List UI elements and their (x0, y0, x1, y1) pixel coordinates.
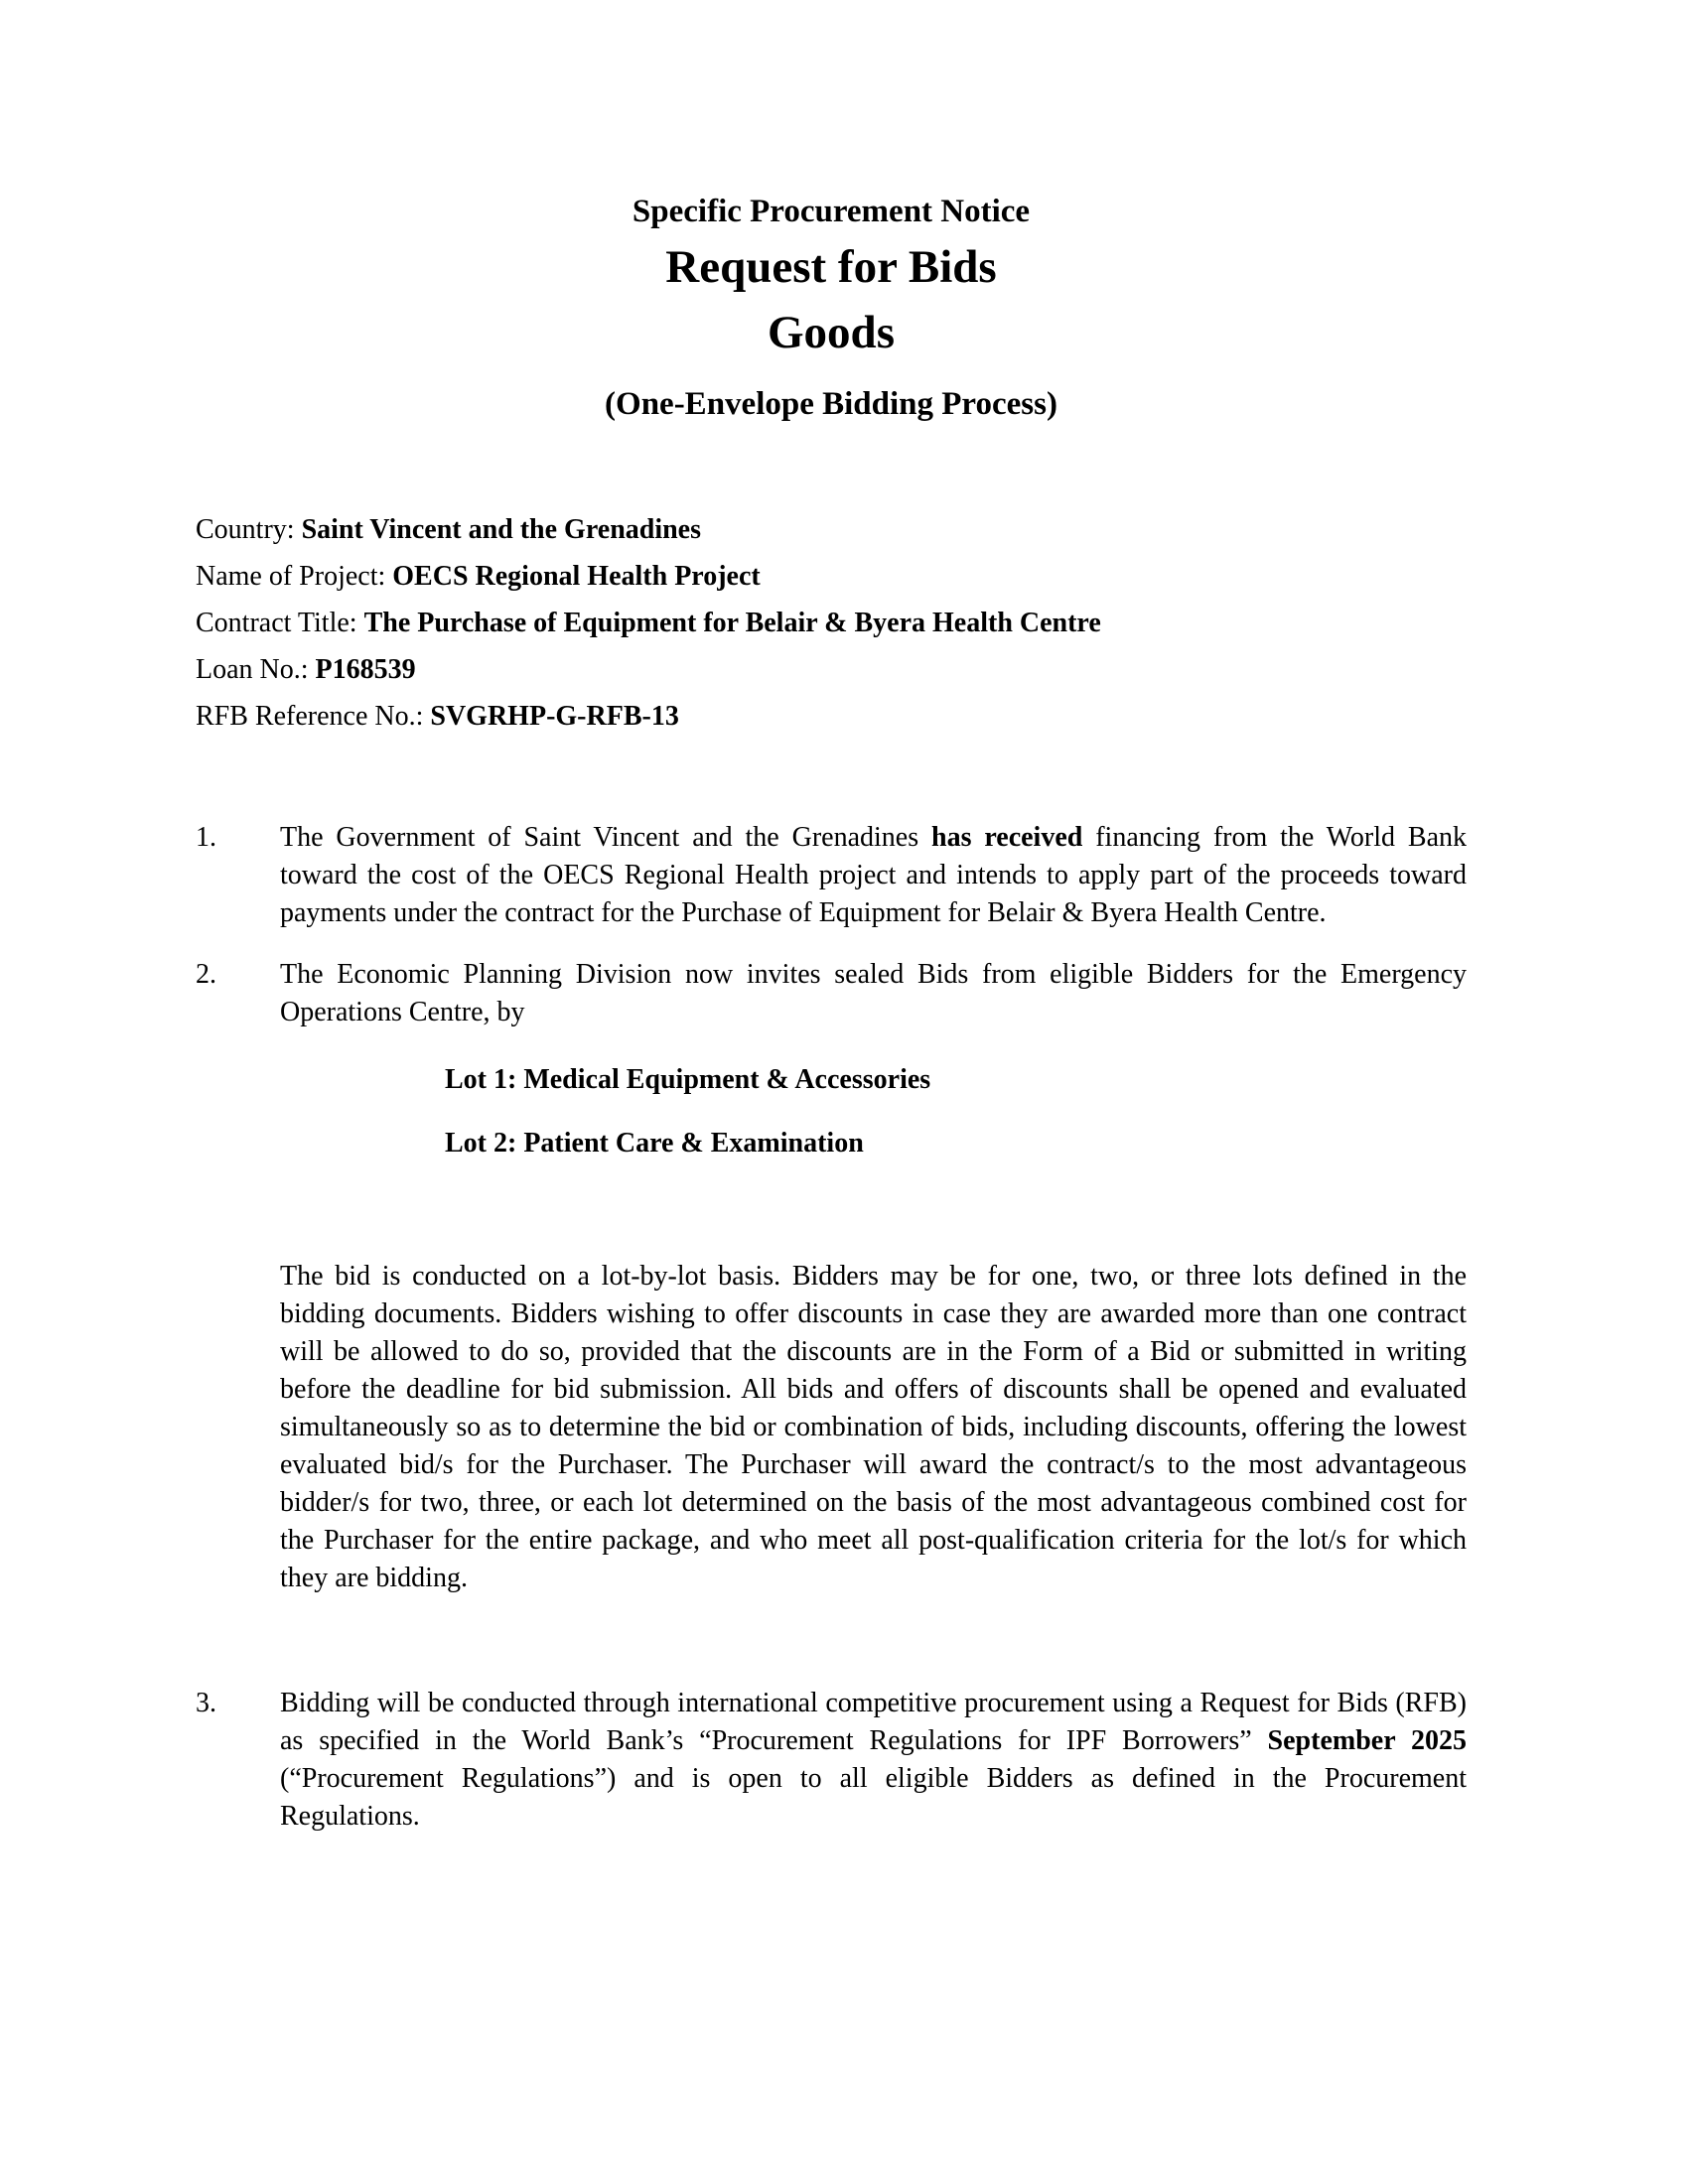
project-details (196, 506, 1467, 740)
lot-list (445, 1061, 1467, 1162)
process-subtitle: (One-Envelope Bidding Process) (605, 386, 1057, 422)
country-line (196, 506, 1467, 553)
title-block (196, 189, 1467, 427)
paragraph-1 (196, 819, 1467, 932)
paragraph-1-text-bold: has received (931, 822, 1083, 853)
loan-no-line (196, 646, 1467, 693)
paragraph-1-number: 1. (196, 822, 216, 853)
contract-title-label: Contract Title: (196, 608, 364, 638)
main-title: Request for Bids (665, 241, 997, 293)
lot-1-line: Lot 1: Medical Equipment & Accessories (445, 1064, 931, 1095)
category-title: Goods (768, 307, 895, 358)
lot-2-line: Lot 2: Patient Care & Examination (445, 1128, 864, 1159)
project-name-line (196, 553, 1467, 600)
notice-type-title: Specific Procurement Notice (632, 194, 1031, 229)
paragraph-1-text-pre: The Government of Saint Vincent and the Grenadines (280, 822, 931, 853)
country-value: Saint Vincent and the Grenadines (301, 514, 702, 545)
paragraph-3 (196, 1685, 1467, 1836)
paragraph-2 (196, 956, 1467, 1031)
rfb-reference-line (196, 693, 1467, 740)
rfb-reference-value: SVGRHP-G-RFB-13 (430, 701, 679, 732)
contract-title-value: The Purchase of Equipment for Belair & Byera Health Centre (363, 608, 1101, 638)
project-name-value: OECS Regional Health Project (392, 561, 761, 592)
paragraph-2-number: 2. (196, 959, 216, 990)
paragraph-3-text-post: (“Procurement Regulations”) and is open to all eligible Bidders as defined in the Procurement Regulations. (280, 1763, 1467, 1832)
loan-no-value: P168539 (315, 654, 416, 685)
project-name-label: Name of Project: (196, 561, 393, 592)
contract-title-line (196, 600, 1467, 646)
rfb-reference-label: RFB Reference No.: (196, 701, 431, 732)
paragraph-1-text-post: financing from the World Bank toward the cost of the OECS Regional Health project and intends to apply part of the proceeds toward payments under the contract for the Purchase of Equipment for Belair & Byera Health Centre. (280, 822, 1468, 928)
paragraph-3-text-pre: Bidding will be conducted through international competitive procurement using a Request for Bids (RFB) as specified in the World Bank’s “Procurement Regulations for IPF Borrowers” (280, 1688, 1467, 1756)
lot-basis-paragraph: The bid is conducted on a lot-by-lot basis. Bidders may be for one, two, or three lots defined in the bidding documents. Bidders wishing to offer discounts in case they are awarded more than one contract will be allowed to do so, provided that the discounts are in the Form of a Bid or submitted in writing before the deadline for bid submission. All bids and offers of discounts shall be opened and evaluated simultaneously so as to determine the bid or combination of bids, including discounts, offering the lowest evaluated bid/s for the Purchaser. The Purchaser will award the contract/s to the most advantageous bidder/s for two, three, or each lot determined on the basis of the most advantageous combined cost for the Purchaser for the entire package, and who meet all post-qualification criteria for the lot/s for which they are bidding. (280, 1261, 1467, 1593)
paragraph-3-number: 3. (196, 1688, 216, 1718)
country-label: Country: (196, 514, 302, 545)
paragraph-3-text-bold: September 2025 (1267, 1725, 1467, 1756)
paragraph-2-text: The Economic Planning Division now invites sealed Bids from eligible Bidders for the Emergency Operations Centre, by (280, 959, 1467, 1027)
loan-no-label: Loan No.: (196, 654, 316, 685)
numbered-paragraphs (196, 819, 1467, 1836)
